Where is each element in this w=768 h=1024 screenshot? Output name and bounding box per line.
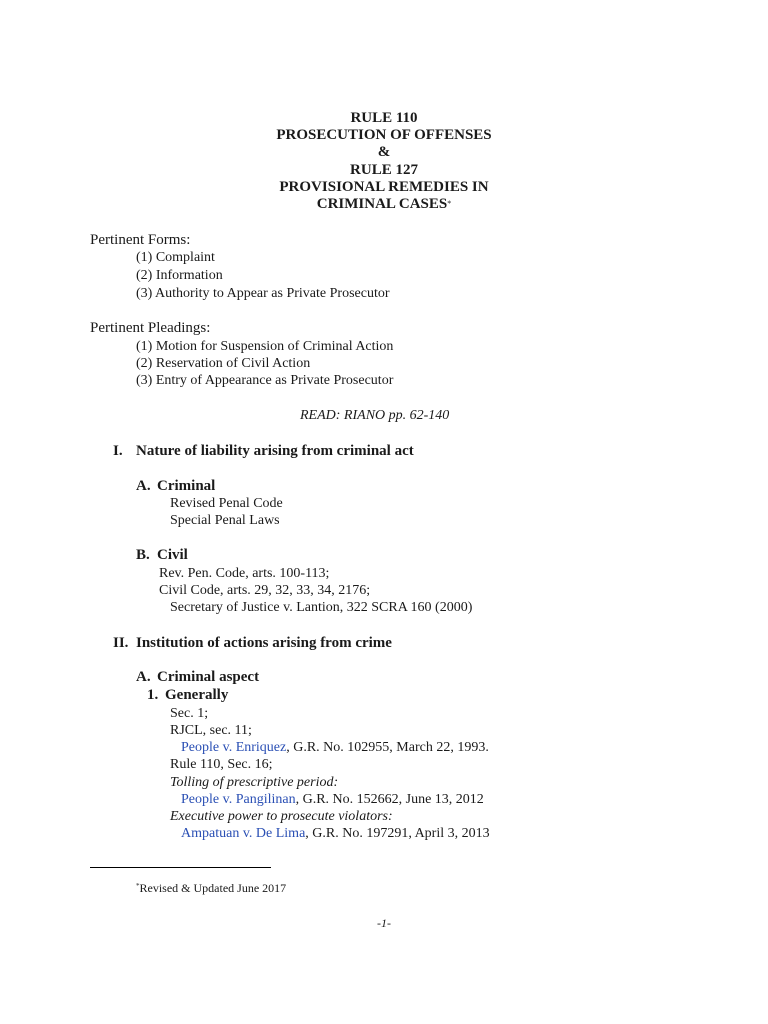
pleadings-item: (2) Reservation of Civil Action	[136, 356, 311, 371]
case-link-people-v-pangilinan[interactable]: People v. Pangilinan	[181, 792, 296, 807]
title-line-prosecution: PROSECUTION OF OFFENSES	[276, 127, 492, 143]
read-note: READ: RIANO pp. 62-140	[300, 408, 450, 423]
case-citation	[181, 825, 490, 842]
rule-line: Rule 110, Sec. 16;	[170, 757, 273, 772]
case-citation-rest: , G.R. No. 102955, March 22, 1993.	[286, 740, 489, 755]
section-1b-line: Secretary of Justice v. Lantion, 322 SCRA 160 (2000)	[170, 600, 473, 615]
section-1b-label: B.	[136, 547, 150, 563]
case-citation	[181, 791, 484, 808]
section-2a1-label: 1.	[147, 687, 159, 703]
page-number: -1-	[377, 916, 391, 930]
forms-item: (3) Authority to Appear as Private Prosecutor	[136, 286, 390, 301]
section-1-number: I.	[113, 443, 123, 459]
title-line-rule-110: RULE 110	[350, 110, 418, 126]
title-line-ampersand: &	[377, 144, 391, 160]
footnote-mark: *	[136, 882, 140, 890]
title-line-criminal-cases	[0, 196, 768, 213]
section-1b-line: Rev. Pen. Code, arts. 100-113;	[159, 566, 330, 581]
section-1-heading: Nature of liability arising from criminal act	[136, 443, 414, 459]
case-link-ampatuan-v-de-lima[interactable]: Ampatuan v. De Lima	[181, 826, 306, 841]
forms-item: (2) Information	[136, 268, 223, 283]
section-2a1-heading: Generally	[165, 687, 229, 703]
section-2-number: II.	[113, 635, 129, 651]
section-2a-heading: Criminal aspect	[157, 669, 260, 685]
section-1b-line: Civil Code, arts. 29, 32, 33, 34, 2176;	[159, 583, 371, 598]
pleadings-heading: Pertinent Pleadings:	[90, 320, 211, 336]
forms-item: (1) Complaint	[136, 250, 215, 265]
case-citation	[181, 739, 489, 756]
tolling-note: Tolling of prescriptive period:	[170, 775, 339, 790]
section-2a-label: A.	[136, 669, 151, 685]
title-line-rule-127: RULE 127	[350, 162, 418, 178]
footnote	[136, 881, 286, 895]
rjcl-line: RJCL, sec. 11;	[170, 723, 252, 738]
title-criminal-cases-text: CRIMINAL CASES	[316, 196, 448, 212]
pleadings-item: (1) Motion for Suspension of Criminal Action	[136, 339, 394, 354]
section-1a-line: Special Penal Laws	[170, 513, 280, 528]
case-citation-rest: , G.R. No. 197291, April 3, 2013	[305, 826, 490, 841]
section-1b-heading: Civil	[157, 547, 188, 563]
footnote-text: Revised & Updated June 2017	[139, 881, 287, 895]
section-2-heading: Institution of actions arising from crime	[136, 635, 392, 651]
sec-line: Sec. 1;	[170, 706, 209, 721]
section-1a-line: Revised Penal Code	[170, 496, 283, 511]
title-line-provisional: PROVISIONAL REMEDIES IN	[279, 179, 489, 195]
footnote-separator	[90, 867, 271, 868]
title-footnote-mark: *	[447, 199, 452, 208]
forms-heading: Pertinent Forms:	[90, 232, 191, 248]
executive-power-note: Executive power to prosecute violators:	[170, 809, 393, 824]
case-link-people-v-enriquez[interactable]: People v. Enriquez	[181, 740, 287, 755]
case-citation-rest: , G.R. No. 152662, June 13, 2012	[295, 792, 484, 807]
section-1a-heading: Criminal	[157, 478, 216, 494]
section-1a-label: A.	[136, 478, 151, 494]
pleadings-item: (3) Entry of Appearance as Private Prosecutor	[136, 373, 394, 388]
